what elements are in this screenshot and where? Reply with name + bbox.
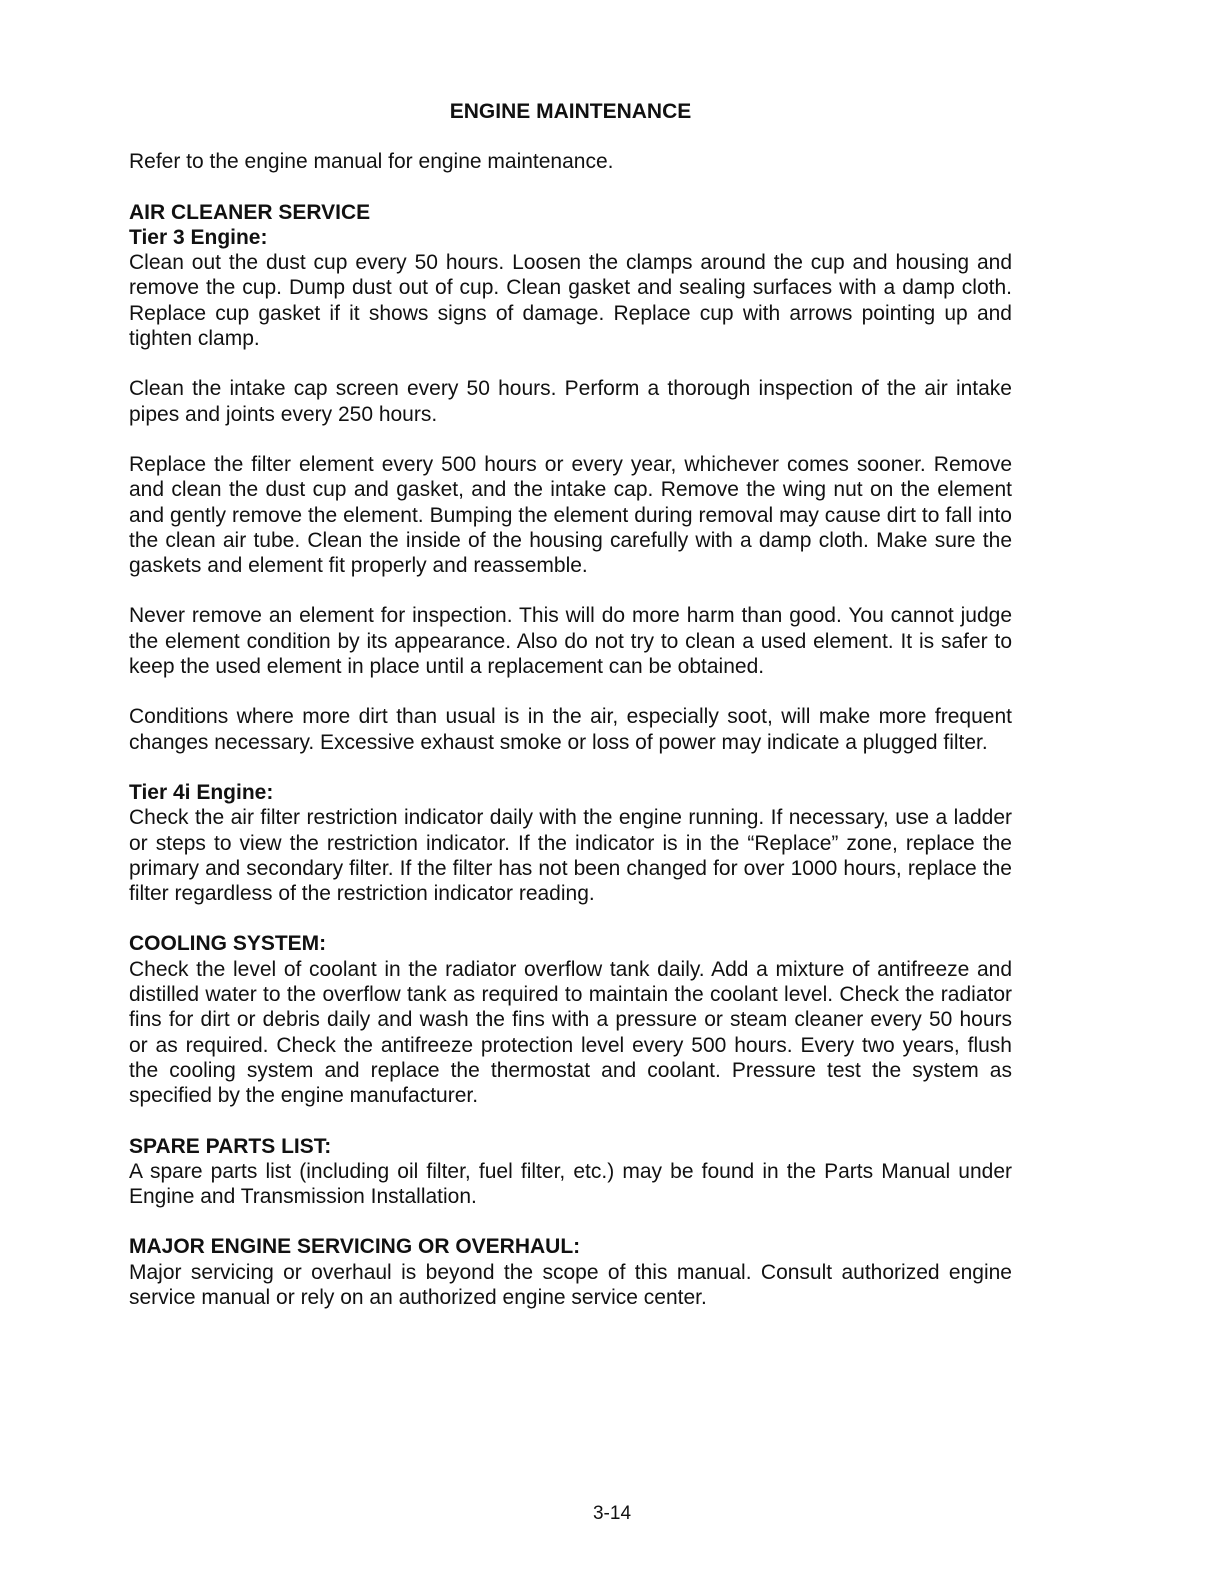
air-cleaner-heading: AIR CLEANER SERVICE <box>129 200 371 224</box>
tier3-paragraph-3: Replace the filter element every 500 hours or every year, whichever comes sooner. Remove and clean the dust cup and gasket, and the intake cap. Remove the wing nut on the element and gently remove the element. Bumping the element during removal may cause dirt to fall into the clean air tube. Clean the inside of the housing carefully with a damp cloth. Make sure the gaskets and element fit properly and reassemble. <box>129 452 1012 578</box>
page-title: ENGINE MAINTENANCE <box>449 100 692 123</box>
major-servicing-section <box>129 1234 1012 1310</box>
tier4i-heading: Tier 4i Engine: <box>129 780 274 804</box>
tier3-heading: Tier 3 Engine: <box>129 225 268 249</box>
tier3-paragraph-5: Conditions where more dirt than usual is in the air, especially soot, will make more frequent changes necessary. Excessive exhaust smoke or loss of power may indicate a plugged filter. <box>129 705 1012 754</box>
intro-paragraph: Refer to the engine manual for engine maintenance. <box>129 150 614 174</box>
major-servicing-paragraph: Major servicing or overhaul is beyond the scope of this manual. Consult authorized engine service manual or rely on an authorized engine service center. <box>129 1260 1012 1309</box>
major-servicing-heading: MAJOR ENGINE SERVICING OR OVERHAUL: <box>129 1235 581 1259</box>
cooling-heading: COOLING SYSTEM: <box>129 932 327 956</box>
tier3-paragraph-4: Never remove an element for inspection. This will do more harm than good. You cannot judge the element condition by its appearance. Also do not try to clean a used element. It is safer to keep the used element in place until a replacement can be obtained. <box>129 604 1012 679</box>
document-page <box>129 99 1012 1335</box>
spare-parts-heading: SPARE PARTS LIST: <box>129 1134 332 1158</box>
tier3-paragraph-2: Clean the intake cap screen every 50 hours. Perform a thorough inspection of the air intake pipes and joints every 250 hours. <box>129 377 1012 426</box>
cooling-section <box>129 931 1012 1108</box>
spare-parts-paragraph: A spare parts list (including oil filter, fuel filter, etc.) may be found in the Parts Manual under Engine and Transmission Installation. <box>129 1159 1012 1209</box>
cooling-paragraph: Check the level of coolant in the radiator overflow tank daily. Add a mixture of antifreeze and distilled water to the overflow tank as required to maintain the coolant level. Check the radiator fins for dirt or debris daily and wash the fins with a pressure or steam cleaner every 50 hours or as required. Check the antifreeze protection level every 500 hours. Every two years, flush the cooling system and replace the thermostat and coolant. Pressure test the system as specified by the engine manufacturer. <box>129 957 1012 1108</box>
spare-parts-section <box>129 1134 1012 1210</box>
air-cleaner-section <box>129 200 1012 907</box>
tier3-paragraph-1: Clean out the dust cup every 50 hours. Loosen the clamps around the cup and housing and remove the cup. Dump dust out of cup. Clean gasket and sealing surfaces with a damp cloth. Replace cup gasket if it shows signs of damage. Replace cup with arrows pointing up and tighten clamp. <box>129 251 1012 351</box>
tier4i-paragraph-1: Check the air filter restriction indicator daily with the engine running. If necessary, use a ladder or steps to view the restriction indicator. If the indicator is in the “Replace” zone, replace the primary and secondary filter. If the filter has not been changed for over 1000 hours, replace the filter regardless of the restriction indicator reading. <box>129 806 1012 906</box>
page-number: 3-14 <box>592 1503 632 1524</box>
